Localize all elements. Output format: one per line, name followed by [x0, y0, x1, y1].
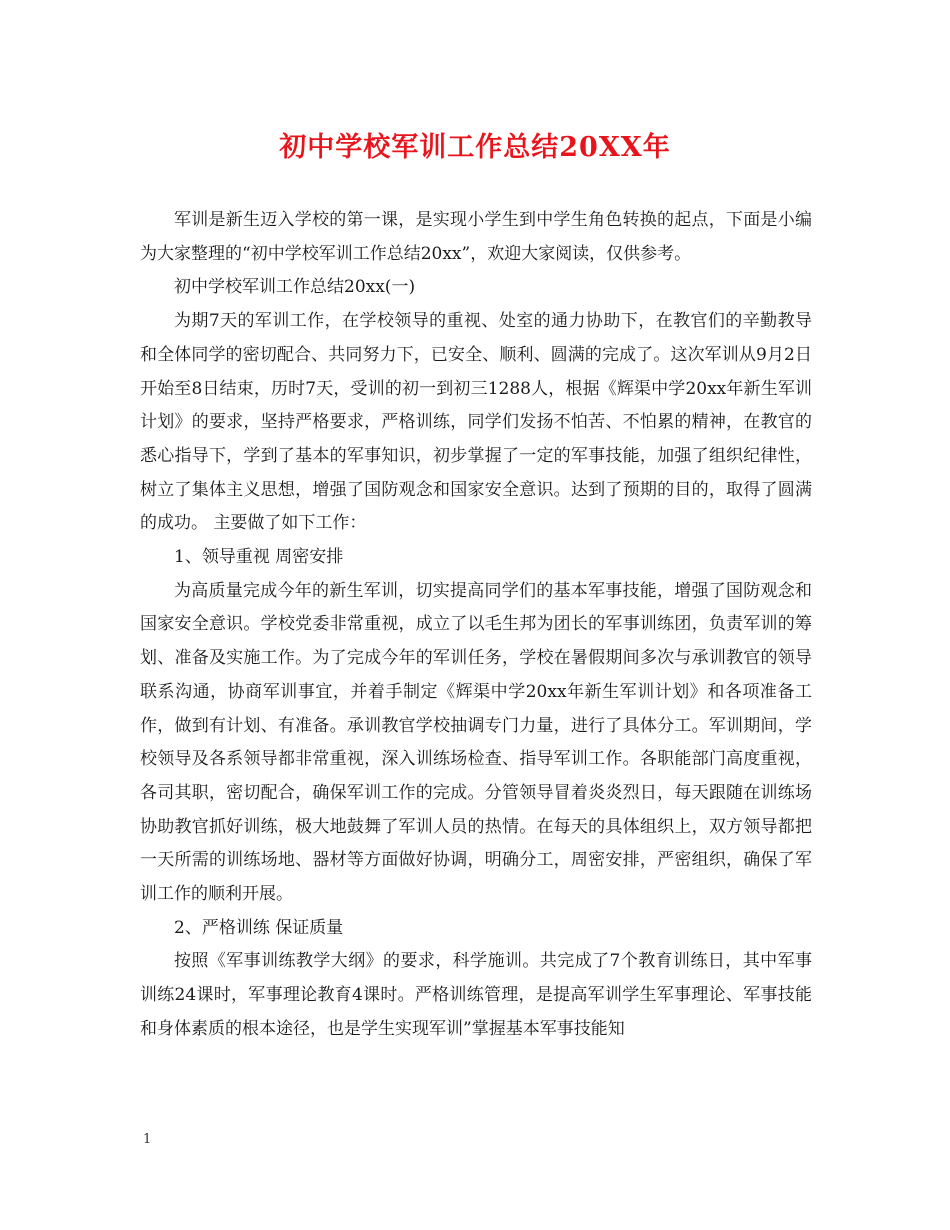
subsection-heading: 2、严格训练 保证质量 — [174, 917, 344, 938]
document-body — [140, 204, 812, 1047]
body-paragraph: 为期7天的军训工作，在学校领导的重视、处室的通力协助下，在教官们的辛勤教导和全体同学的密切配合、共同努力下，已安全、顺利、圆满的完成了。这次军训从9月2日开始至8日结束，历时7天，受训的初一到初三1288人，根据《辉渠中学20xx年新生军训计划》的要求，坚持严格要求，严格训练，同学们发扬不怕苦、不怕累的精神，在教官的悉心指导下，学到了基本的军事知识，初步掌握了一定的军事技能，加强了组织纪律性，树立了集体主义思想，增强了国防观念和国家安全意识。达到了预期的目的，取得了圆满的成功。 主要做了如下工作： — [140, 311, 812, 534]
section-heading: 初中学校军训工作总结20xx(一) — [174, 277, 416, 298]
body-paragraph: 按照《军事训练教学大纲》的要求，科学施训。共完成了7个教育训练日，其中军事训练24课时，军事理论教育4课时。严格训练管理，是提高军训学生军事理论、军事技能和身体素质的根本途径，也是学生实现军训”掌握基本军事技能知 — [140, 951, 812, 1039]
body-paragraph: 为高质量完成今年的新生军训，切实提高同学们的基本军事技能，增强了国防观念和国家安全意识。学校党委非常重视，成立了以毛生邦为团长的军事训练团，负责军训的筹划、准备及实施工作。为了完成今年的军训任务，学校在暑假期间多次与承训教官的领导联系沟通，协商军训事宜，并着手制定《辉渠中学20xx年新生军训计划》和各项准备工作，做到有计划、有准备。承训教官学校抽调专门力量，进行了具体分工。军训期间，学校领导及各系领导都非常重视，深入训练场检查、指导军训工作。各职能部门高度重视，各司其职，密切配合，确保军训工作的完成。分管领导冒着炎炎烈日，每天跟随在训练场协助教官抓好训练，极大地鼓舞了军训人员的热情。在每天的具体组织上，双方领导都把一天所需的训练场地、器材等方面做好协调，明确分工，周密安排，严密组织，确保了军训工作的顺利开展。 — [140, 580, 812, 905]
subsection-heading: 1、领导重视 周密安排 — [174, 547, 344, 568]
document-title: 初中学校军训工作总结20XX年 — [279, 132, 671, 163]
intro-paragraph: 军训是新生迈入学校的第一课，是实现小学生到中学生角色转换的起点，下面是小编为大家整理的“初中学校军训工作总结20xx”，欢迎大家阅读，仅供参考。 — [140, 210, 812, 264]
page-number: 1 — [143, 1132, 152, 1147]
